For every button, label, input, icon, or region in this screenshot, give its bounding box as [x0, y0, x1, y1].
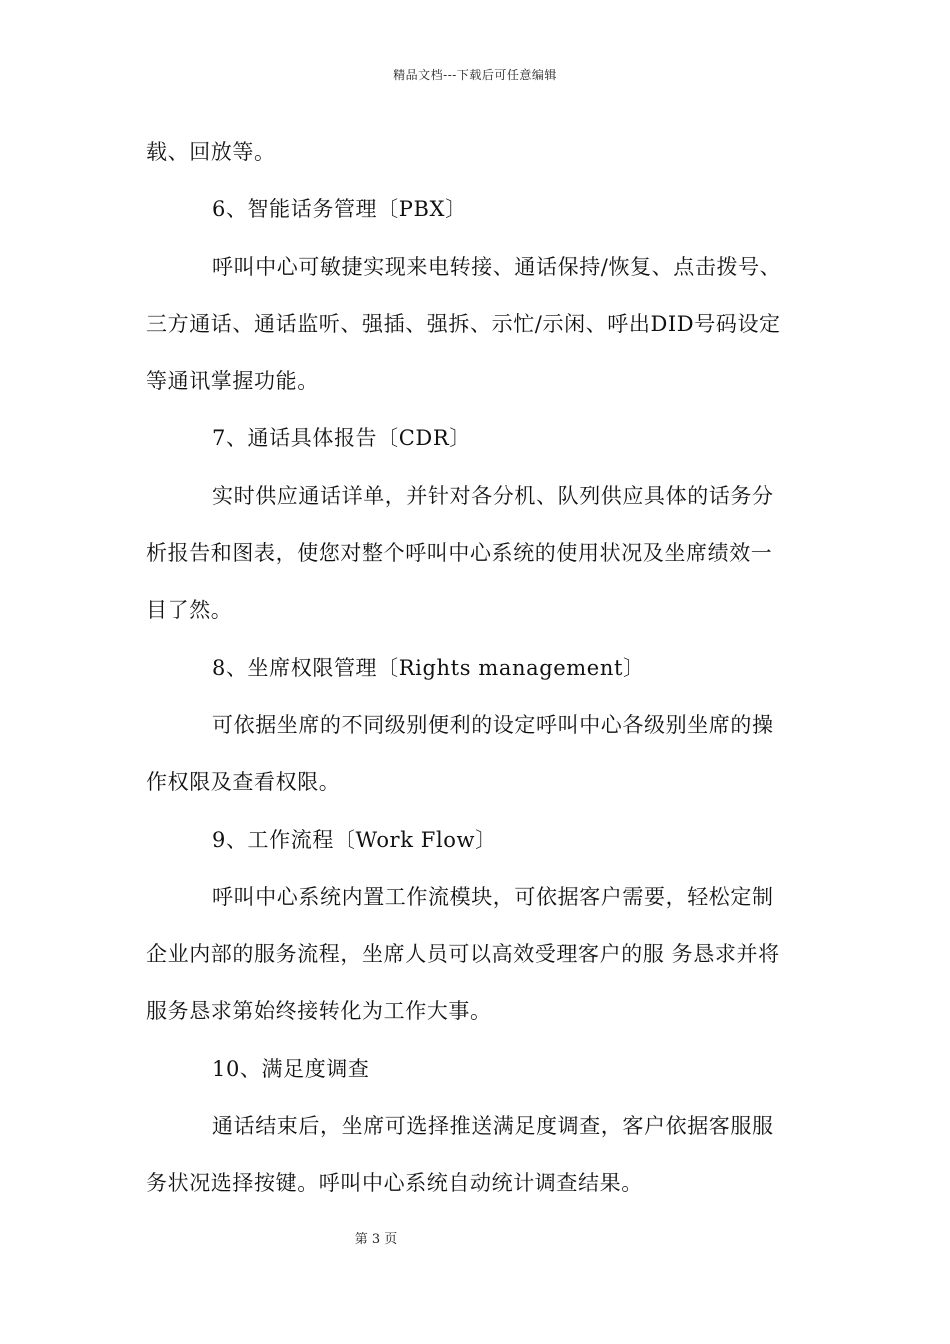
- page-number: 第 3 页: [354, 1232, 398, 1247]
- paragraph-line: 三方通话、通话监听、强插、强拆、示忙/示闲、呼出DID号码设定: [146, 311, 781, 336]
- paragraph-line: 实时供应通话详单，并针对各分机、队列供应具体的话务分: [212, 483, 774, 508]
- paragraph-line: 作权限及查看权限。: [146, 770, 341, 795]
- paragraph-line: 呼叫中心可敏捷实现来电转接、通话保持/恢复、点击拨号、: [212, 254, 782, 279]
- section-heading: 10、满足度调查: [212, 1056, 370, 1081]
- paragraph-line: 目了然。: [146, 598, 233, 623]
- paragraph-line: 通话结束后，坐席可选择推送满足度调查，客户依据客服服: [212, 1114, 774, 1139]
- paragraph-line: 务状况选择按键。呼叫中心系统自动统计调查结果。: [146, 1171, 643, 1196]
- section-heading: 9、工作流程〔Work Flow〕: [212, 827, 497, 852]
- section-heading: 7、通话具体报告〔CDR〕: [212, 426, 471, 451]
- paragraph-line: 等通讯掌握功能。: [146, 369, 319, 394]
- document-body: [146, 128, 810, 1217]
- paragraph-line: 析报告和图表，使您对整个呼叫中心系统的使用状况及坐席绩效一: [146, 541, 773, 566]
- page-header: 精品文档---下载后可任意编辑: [393, 68, 557, 82]
- section-heading: 8、坐席权限管理〔Rights management〕: [212, 655, 645, 680]
- paragraph-line: 呼叫中心系统内置工作流模块，可依据客户需要，轻松定制: [212, 884, 774, 909]
- section-heading: 6、智能话务管理〔PBX〕: [212, 197, 467, 222]
- paragraph-line: 可依据坐席的不同级别便利的设定呼叫中心各级别坐席的操: [212, 712, 774, 737]
- paragraph-line: 服务恳求第始终接转化为工作大事。: [146, 999, 492, 1024]
- paragraph-line: 载、回放等。: [146, 140, 276, 164]
- paragraph-line: 企业内部的服务流程，坐席人员可以高效受理客户的服 务恳求并将: [146, 942, 780, 967]
